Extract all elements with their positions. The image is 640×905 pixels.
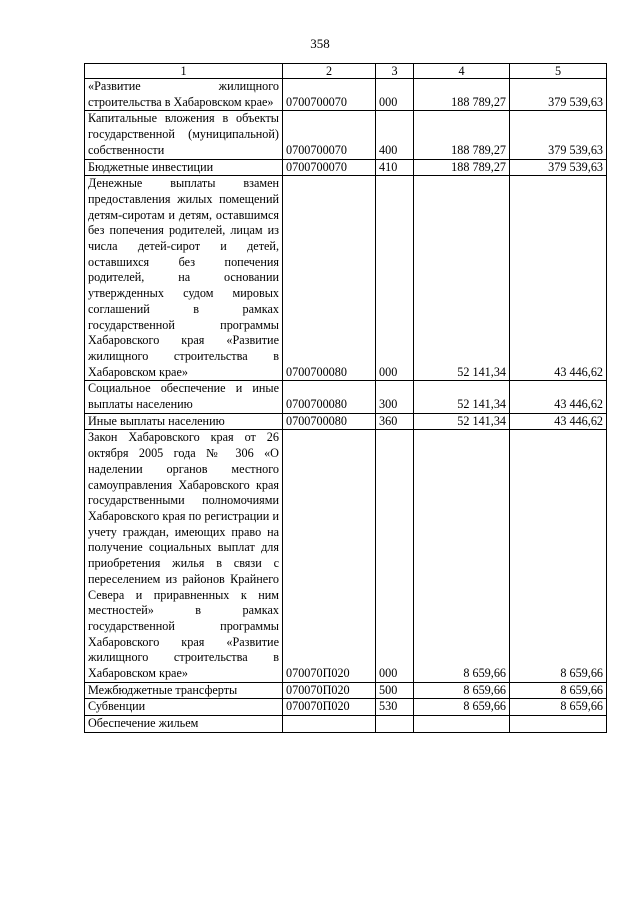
row-name: Иные выплаты населению — [85, 413, 283, 430]
row-value-4: 8 659,66 — [414, 682, 510, 699]
row-code: 0700700080 — [283, 381, 376, 413]
row-kind: 000 — [376, 176, 414, 381]
table-row — [85, 716, 607, 733]
row-name: «Развитие жилищного строительства в Хабаровском крае» — [85, 79, 283, 111]
table-row — [85, 682, 607, 699]
row-value-5: 43 446,62 — [510, 176, 607, 381]
row-code: 0700700070 — [283, 79, 376, 111]
row-name: Закон Хабаровского края от 26 октября 2005 года № 306 «О наделении органов местного самоуправления Хабаровского края государственными полномочиями Хабаровского края по регистрации и учету граждан, имеющих право на получение социальных выплат для приобретения жилья в связи с переселением из районов Крайнего Севера и приравненных к ним местностей» в рамках государственной программы Хабаровского края «Развитие жилищного строительства в Хабаровском крае» — [85, 430, 283, 682]
row-code: 0700700070 — [283, 111, 376, 159]
row-value-4: 188 789,27 — [414, 79, 510, 111]
row-code: 070070П020 — [283, 430, 376, 682]
row-kind: 500 — [376, 682, 414, 699]
row-kind: 300 — [376, 381, 414, 413]
row-kind: 360 — [376, 413, 414, 430]
row-name: Капитальные вложения в объекты государственной (муниципальной) собственности — [85, 111, 283, 159]
row-value-4: 52 141,34 — [414, 381, 510, 413]
budget-table — [84, 63, 607, 733]
table-row — [85, 699, 607, 716]
table-row — [85, 176, 607, 381]
row-kind: 400 — [376, 111, 414, 159]
row-value-4: 188 789,27 — [414, 111, 510, 159]
row-kind — [376, 716, 414, 733]
row-kind: 410 — [376, 159, 414, 176]
table-row — [85, 159, 607, 176]
header-cell: 3 — [376, 64, 414, 79]
row-value-5: 8 659,66 — [510, 682, 607, 699]
row-value-5 — [510, 716, 607, 733]
row-kind: 530 — [376, 699, 414, 716]
row-value-5: 43 446,62 — [510, 413, 607, 430]
row-value-5: 8 659,66 — [510, 430, 607, 682]
row-value-5: 379 539,63 — [510, 111, 607, 159]
table-row — [85, 413, 607, 430]
page-number: 358 — [310, 36, 330, 51]
row-name: Бюджетные инвестиции — [85, 159, 283, 176]
table-row — [85, 111, 607, 159]
row-name: Субвенции — [85, 699, 283, 716]
row-name: Обеспечение жильем — [85, 716, 283, 733]
table-row — [85, 79, 607, 111]
row-value-4: 52 141,34 — [414, 176, 510, 381]
row-value-4: 188 789,27 — [414, 159, 510, 176]
row-value-4 — [414, 716, 510, 733]
row-kind: 000 — [376, 79, 414, 111]
row-code: 070070П020 — [283, 682, 376, 699]
row-name: Межбюджетные трансферты — [85, 682, 283, 699]
row-code: 0700700080 — [283, 176, 376, 381]
table-row — [85, 381, 607, 413]
row-code: 070070П020 — [283, 699, 376, 716]
row-kind: 000 — [376, 430, 414, 682]
table-row — [85, 430, 607, 682]
row-code: 0700700070 — [283, 159, 376, 176]
header-cell: 5 — [510, 64, 607, 79]
row-value-4: 8 659,66 — [414, 699, 510, 716]
row-code: 0700700080 — [283, 413, 376, 430]
row-name: Социальное обеспечение и иные выплаты населению — [85, 381, 283, 413]
table-header-row — [85, 64, 607, 79]
row-value-5: 379 539,63 — [510, 79, 607, 111]
header-cell: 4 — [414, 64, 510, 79]
row-name: Денежные выплаты взамен предоставления жилых помещений детям-сиротам и детям, оставшимся без попечения родителей, лицам из числа детей-сирот и детей, оставшихся без попечения родителей, на основании утвержденных судом мировых соглашений в рамках государственной программы Хабаровского края «Развитие жилищного строительства в Хабаровском крае» — [85, 176, 283, 381]
header-cell: 1 — [85, 64, 283, 79]
row-value-5: 379 539,63 — [510, 159, 607, 176]
row-value-5: 8 659,66 — [510, 699, 607, 716]
row-value-4: 8 659,66 — [414, 430, 510, 682]
header-cell: 2 — [283, 64, 376, 79]
row-value-4: 52 141,34 — [414, 413, 510, 430]
row-value-5: 43 446,62 — [510, 381, 607, 413]
row-code — [283, 716, 376, 733]
